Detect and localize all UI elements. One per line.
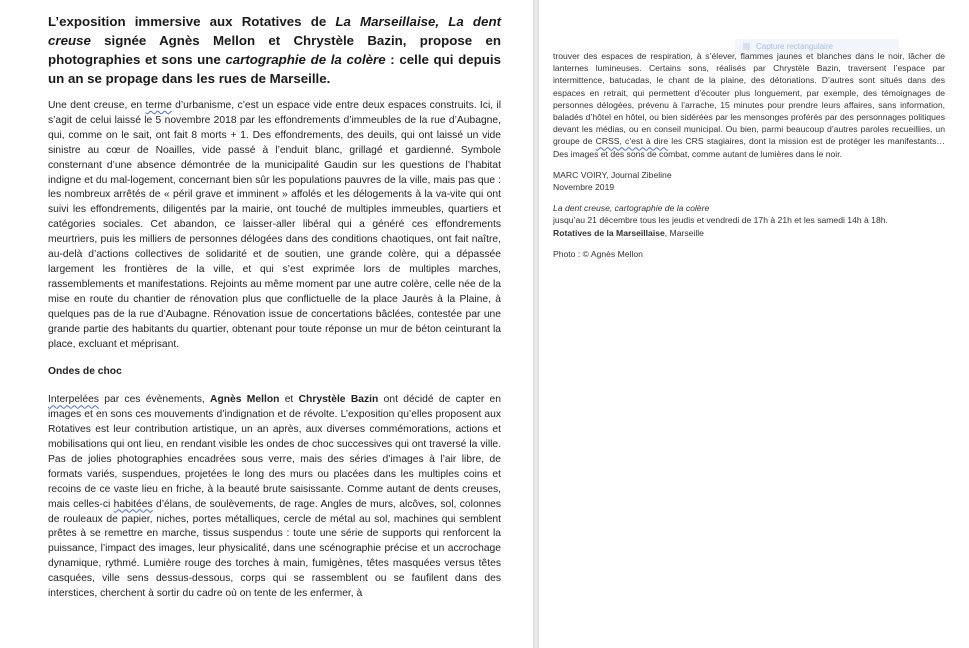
paragraph-ondes-de-choc [48,393,501,602]
signature-block [553,169,945,193]
paragraph-text: trouver des espaces de respiration, à s’élever, flammes jaunes et blanches dans le noir, lâcher de lanternes lumineuses. Certains sons, réalisés par Chrystèle Bazin, traversent l’espace par intermittence, batucadas, le chant de la plaine, des détonations. D’autres sont situés dans des espaces en retrait, qui permettent d’écouter plus longuement, par exemple, des témoignages de personnes délogées, prévenu à l’arrache, 15 minutes pour prendre leurs affaires, sans information, baladés d’hôtel en hôtel, ou bien sidérées par les mensonges proférés par des personnages politiques devant les médias, ou en conseil municipal. Ou bien, parmi beaucoup d’autres paroles recueillies, un groupe de [553,51,945,147]
spellcheck-word[interactable]: habitées [113,498,153,510]
paragraph-text: par ces évènements, [98,394,211,406]
spellcheck-word[interactable]: CRSS, c’est à dire [595,136,669,147]
author-line: MARC VOIRY, Journal Zibeline [553,169,672,180]
date-line: Novembre 2019 [553,182,615,193]
headline-text: L’exposition immersive aux Rotatives de [48,14,336,29]
paragraph-text: d’urbanisme, c’est un espace vide entre deux espaces construits. Ici, il s’agit de celui laissé le 5 novembre 2018 par les effondrements d’immeubles de la rue d’Aubagne, qui, comme on le sait, ont fait 8 morts + 1. Des effondrements, des deuils, qui ont laissé un vide sinistre au cœur de Noailles, vide passé à l’enduit blanc, grillagé et gardienné. Symbole consternant d’une absence démontrée de la municipalité Gaudin sur les questions de l’habitat indigne et du mal-logement, concernant bien sûr les populations pauvres de la ville, mais pas que : les nombreux arrêtés de « péril grave et imminent » affolés et les délogements à la va-vite qui ont suivi les effondrements, diligentés par la mairie, ont touché de multiples immeubles, quartiers et catégories sociales. Cet abandon, ce laisser-aller libéral qui a généré ces effondrements meurtriers, puis les milliers de personnes délogées dans des conditions chaotiques, ont fait naître, au-delà d’actions collectives de solidarité et de soutien, une grande colère, qui a dépassée largement les frontières de la ville, et qui s’est exprimée lors de multiples marches, rassemblements et manifestations. Rejoints au même moment par une autre colère, celle née de la mise en route du chantier de rénovation plus que conflictuelle de la place Jaurès à la Plaine, à quelques pas de la rue d’Aubagne. Rénovation issue de concertations bâclées, contestée par une grande partie des habitants du quartier, obtenant pour toute réponse un mur de béton ceinturant la place, excluant et méprisant. [48,100,501,350]
exhibition-venue: Rotatives de la Marseillaise [553,227,665,238]
exhibition-info [553,202,945,239]
photo-credit: Photo : © Agnès Mellon [553,248,643,259]
paragraph-text: et [279,394,299,406]
exhibition-city: , Marseille [664,227,704,238]
capture-label: Capture rectangulaire [756,42,833,51]
paragraph-text: les CRS stagiaires, dont la mission est de protéger les manifestants… Des images et des sons de combat, comme autant de lumières dans le noir. [553,136,945,159]
artist-name: Agnès Mellon [210,394,280,406]
spellcheck-word[interactable]: terme [145,100,172,111]
headline-text: : celle qui depuis un an se propage dans les rues de Marseille. [48,52,501,86]
artist-name: Chrystèle Bazin [298,394,379,406]
headline-italic-subtitle: cartographie de la colère [225,52,386,67]
headline-italic-title: La Marseillaise, La dent creuse [48,14,502,48]
article-headline [48,12,501,88]
article-column-right [553,50,945,269]
paragraph-text: d’élans, de soulèvements, de rage. Angles de murs, alcôves, sol, colonnes de rouleaux de papier, niches, portes métalliques, cercle de métal au sol, machines qui semblent prêtes à se remettre en marche, tissus suspendus : toute une série de supports qui renforcent la puissance, l’impact des images, leur physicalité, dans une scénographie précise et un accrochage dynamique, rythmé. Lumière rouge des torches à main, fumigènes, têtes masquées versus têtes casquées, ville sens dessus-dessous, corps qui se rassemblent ou se faufilent dans des interstices, cherchent à sortir du cadre où on tente de les enfermer, à [48,498,502,600]
headline-text: signée Agnès Mellon et Chrystèle Bazin, propose en photographies et sons une [48,33,501,67]
capture-icon [743,43,750,50]
paragraph-continuation [553,50,945,160]
exhibition-dates: jusqu’au 21 décembre tous les jeudis et vendredi de 17h à 21h et les samedi 14h à 18h. [553,215,888,226]
section-heading: Ondes de choc [48,366,122,378]
document-page-right [539,0,969,648]
spellcheck-word[interactable]: Interpelées [48,394,99,406]
paragraph-dent-creuse [48,99,501,352]
paragraph-text: ont décidé de capter en images et en sons ces mouvements d’indignation et de révolte. L’exposition qu’elles proposent aux Rotatives est leur contribution artistique, un an après, aux diverses commémorations, actions et mobilisations qui ont lieu, en rendant visible les ondes de choc successives qui ont traversé la ville. Pas de jolies photographies encadrées sous verre, mais des séries d’images à l’air libre, de formats variés, suspendues, projetées le long des murs ou placées dans les multiples coins et recoins de ce vaste lieu en friche, à la beauté brute saisissante. Comme autant de dents creuses, mais celles-ci [48,394,501,510]
article-column-left [48,12,501,615]
paragraph-text: Une dent creuse, en [48,100,146,111]
exhibition-title: La dent creuse, cartographie de la colère [553,203,710,214]
